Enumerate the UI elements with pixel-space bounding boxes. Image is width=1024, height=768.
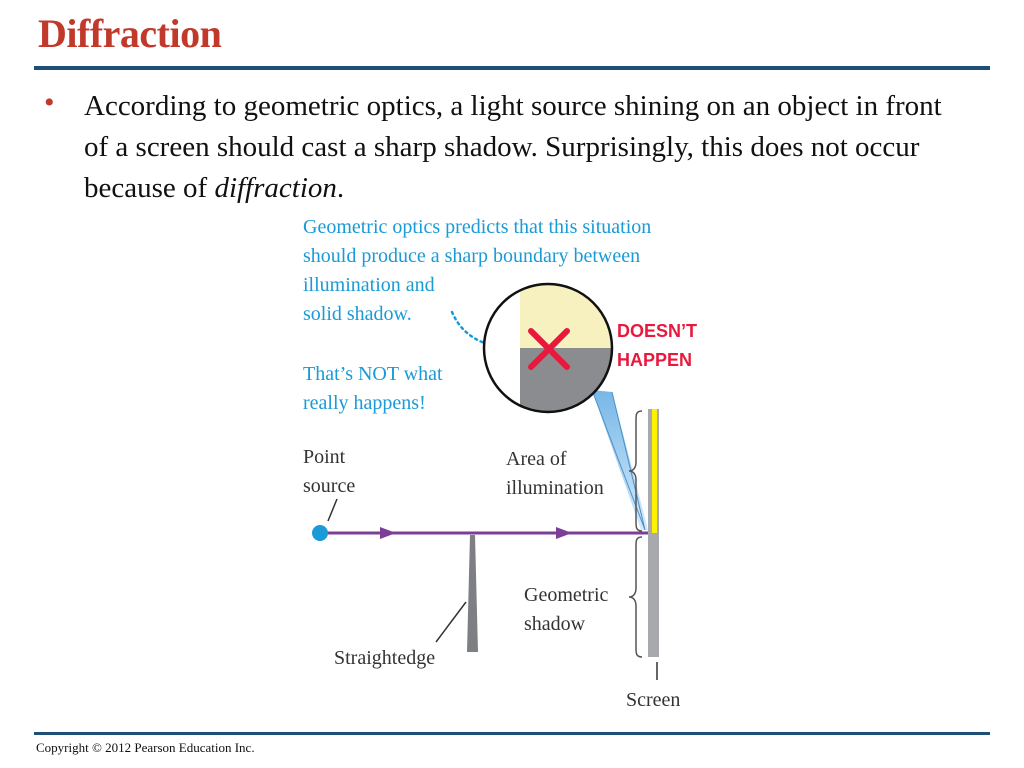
- straightedge-leader: [436, 602, 466, 642]
- magnified-view: [484, 284, 612, 412]
- geometric-shadow-label: [524, 584, 609, 635]
- copyright-footer: Copyright © 2012 Pearson Education Inc.: [36, 740, 255, 755]
- shadow-brace: [629, 537, 642, 657]
- straightedge-label: Straightedge: [334, 647, 436, 669]
- reality-annotation: [303, 363, 443, 414]
- geometric-shadow-line-1: Geometric: [524, 584, 609, 606]
- prediction-line-1: Geometric optics predicts that this situation: [303, 216, 652, 238]
- reality-line-1: That’s NOT what: [303, 363, 443, 385]
- point-source-dot: [312, 525, 328, 541]
- reality-line-2: really happens!: [303, 392, 426, 414]
- area-illumination-label: [506, 448, 604, 499]
- bullet-text-emphasis: diffraction: [214, 172, 337, 204]
- bullet-text-main: According to geometric optics, a light source shining on an object in front of a screen should cast a sharp shadow. Surprisingly, this does not occur because of: [84, 90, 942, 204]
- doesnt-happen-line-1: DOESN’T: [617, 321, 698, 341]
- point-source-leader: [328, 499, 337, 521]
- geometric-shadow-line-2: shadow: [524, 613, 586, 635]
- area-illumination-line-1: Area of: [506, 448, 567, 470]
- doesnt-happen-label: [617, 321, 697, 370]
- screen-label: Screen: [626, 689, 681, 711]
- prediction-line-4: solid shadow.: [303, 303, 412, 325]
- point-source-label: [303, 446, 355, 497]
- straightedge: [467, 535, 478, 652]
- screen: [648, 409, 659, 657]
- prediction-line-3: illumination and: [303, 274, 435, 296]
- footer-divider: [34, 732, 990, 735]
- area-illumination-line-2: illumination: [506, 477, 604, 499]
- bullet-marker: •: [44, 86, 55, 119]
- bullet-text-end: .: [336, 172, 345, 204]
- point-source-line-2: source: [303, 475, 356, 497]
- light-ray: [320, 527, 648, 539]
- point-source-line-1: Point: [303, 446, 346, 468]
- prediction-line-2: should produce a sharp boundary between: [303, 245, 641, 267]
- slide-title: Diffraction: [38, 11, 222, 56]
- doesnt-happen-line-2: HAPPEN: [617, 350, 693, 370]
